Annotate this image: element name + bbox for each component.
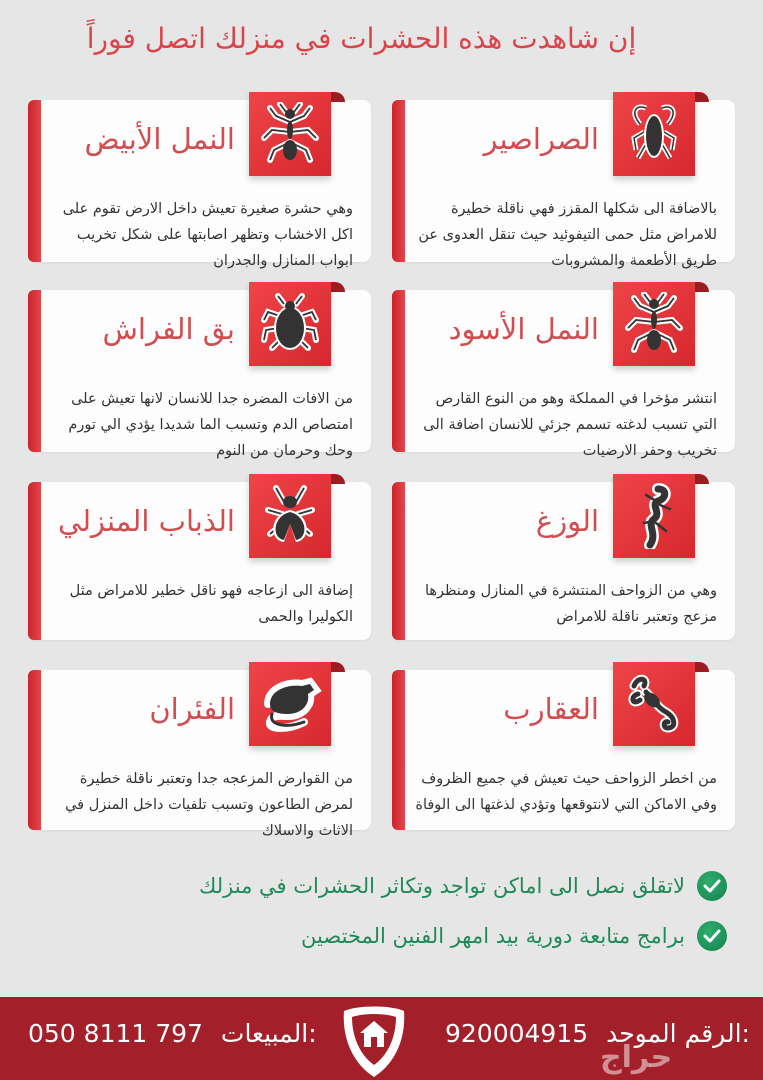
pest-card-gecko bbox=[392, 482, 735, 640]
page-headline: إن شاهدت هذه الحشرات في منزلك اتصل فوراً bbox=[86, 22, 637, 55]
benefit-item bbox=[301, 921, 727, 951]
pest-card-bedbug bbox=[28, 290, 371, 459]
pest-card-white-ant bbox=[28, 100, 371, 269]
pest-description: إضافة الى ازعاجه فهو ناقل خطير للامراض مثل الكوليرا والحمى bbox=[69, 583, 353, 625]
check-icon bbox=[697, 871, 727, 901]
ant-icon bbox=[249, 92, 331, 176]
sales-number: 050 8111 797 bbox=[28, 1019, 203, 1048]
gecko-icon bbox=[613, 474, 695, 558]
watermark-logo: حراج bbox=[600, 1040, 673, 1075]
card-stripe bbox=[392, 100, 405, 262]
card-stripe bbox=[392, 670, 405, 830]
pest-description: وهي من الزواحف المنتشرة في المنازل ومنظرها مزعج وتعتبر ناقلة للامراض bbox=[424, 583, 717, 625]
pest-title: النمل الأبيض bbox=[84, 122, 235, 156]
cockroach-icon bbox=[613, 92, 695, 176]
unified-phone[interactable] bbox=[445, 1019, 750, 1048]
benefit-item bbox=[199, 871, 727, 901]
pest-title: الفئران bbox=[149, 692, 235, 726]
pest-card-black-ant bbox=[392, 290, 735, 459]
card-stripe bbox=[392, 482, 405, 640]
pest-card-cockroach bbox=[392, 100, 735, 269]
scorpion-icon bbox=[613, 662, 695, 746]
unified-label: الرقم الموحد: bbox=[606, 1019, 750, 1048]
pest-description: بالاضافة الى شكلها المقزز فهي ناقلة خطيرة للامراض مثل حمى التيفوئيد حيث تنقل العدوى عن طريق الأطعمة والمشروبات bbox=[418, 201, 717, 269]
card-stripe bbox=[28, 482, 41, 640]
ant-icon bbox=[613, 282, 695, 366]
pest-description: وهي حشرة صغيرة تعيش داخل الارض تقوم على اكل الاخشاب وتظهر اصابتها على شكل تخريب ابواب المنازل والجدران bbox=[62, 201, 353, 269]
pest-description: من اخطر الزواحف حيث تعيش في جميع الظروف وفي الاماكن التي لانتوقعها وتؤدي لذغتها الى الوفاة bbox=[415, 771, 717, 813]
check-icon bbox=[697, 921, 727, 951]
card-stripe bbox=[28, 100, 41, 262]
card-stripe bbox=[28, 670, 41, 830]
pest-description: من القوارض المزعجه جدا وتعتبر ناقلة خطيرة لمرض الطاعون وتسبب تلفيات داخل المنزل في الاثاث والاسلاك bbox=[65, 771, 353, 839]
shield-house-icon bbox=[336, 1003, 412, 1080]
pest-title: النمل الأسود bbox=[448, 312, 599, 346]
pest-description: من الافات المضره جدا للانسان لانها تعيش على امتصاص الدم وتسبب الما شديدا يؤدي الي تورم وحك وحرمان من النوم bbox=[68, 391, 353, 459]
sales-phone[interactable] bbox=[28, 1019, 317, 1048]
pest-title: الصراصير bbox=[483, 122, 599, 156]
benefit-text: برامج متابعة دورية بيد امهر الفنين المختصين bbox=[301, 924, 685, 948]
pest-title: الوزغ bbox=[535, 504, 599, 538]
bedbug-icon bbox=[249, 282, 331, 366]
sales-label: المبيعات: bbox=[220, 1019, 317, 1048]
benefit-text: لاتقلق نصل الى اماكن تواجد وتكاثر الحشرات في منزلك bbox=[199, 874, 685, 898]
pest-title: بق الفراش bbox=[102, 312, 235, 346]
pest-card-housefly bbox=[28, 482, 371, 640]
pest-card-scorpion bbox=[392, 670, 735, 830]
unified-number: 920004915 bbox=[445, 1019, 589, 1048]
pest-card-rat bbox=[28, 670, 371, 839]
card-stripe bbox=[392, 290, 405, 452]
pest-title: الذباب المنزلي bbox=[58, 504, 235, 538]
card-stripe bbox=[28, 290, 41, 452]
rat-icon bbox=[249, 662, 331, 746]
pest-title: العقارب bbox=[503, 692, 599, 726]
pest-description: انتشر مؤخرا في المملكة وهو من النوع القارص التي تسبب لدغته تسمم جزئي للانسان اضافة الى تخريب وحفر الارضيات bbox=[423, 391, 717, 459]
housefly-icon bbox=[249, 474, 331, 558]
